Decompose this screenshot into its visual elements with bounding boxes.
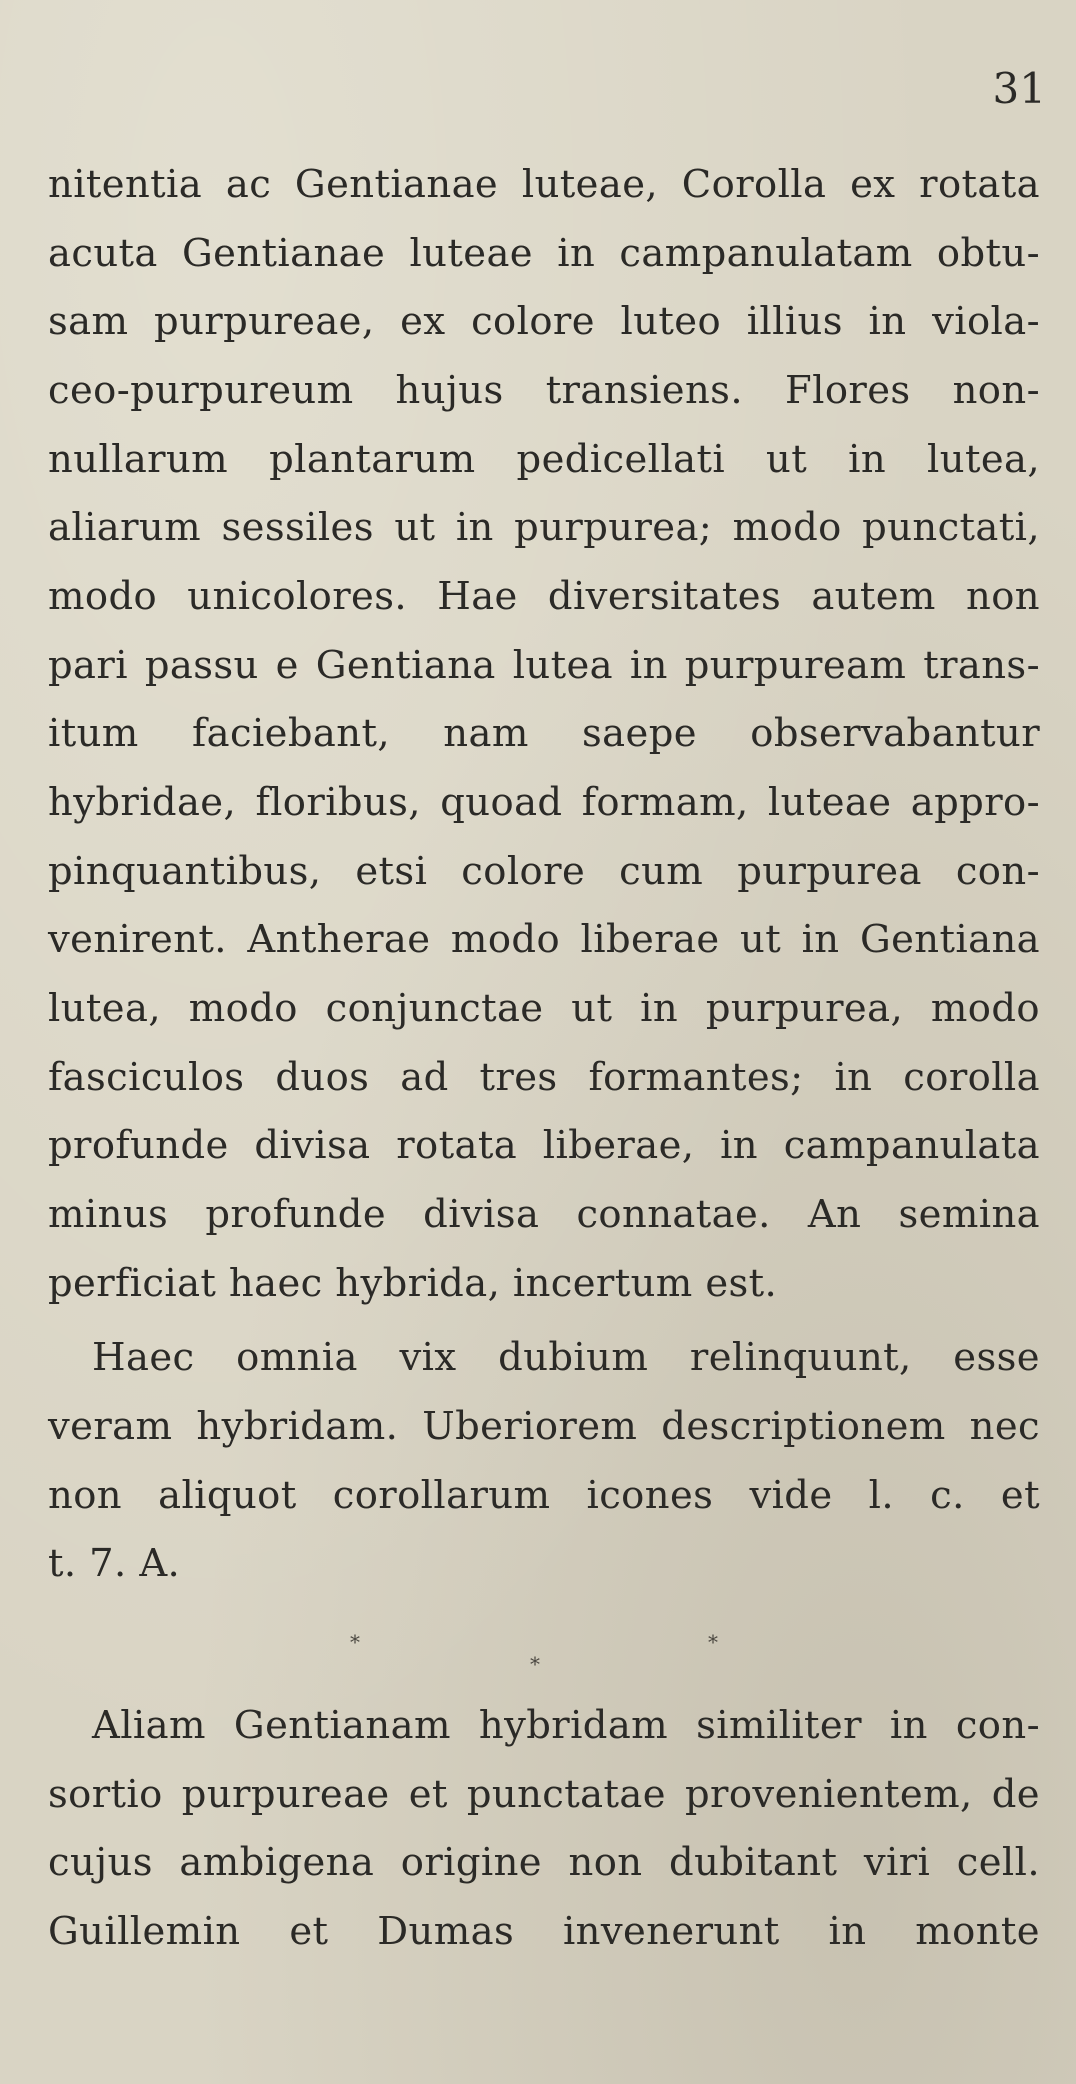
separator-star: * xyxy=(530,1652,540,1676)
text-line: Guillemin et Dumas invenerunt in monte xyxy=(48,1909,1040,1954)
text-line: acuta Gentianae luteae in campanulatam obtu- xyxy=(48,231,1040,276)
text-line: sam purpureae, ex colore luteo illius in viola- xyxy=(48,299,1040,344)
text-line: ceo-purpureum hujus transiens. Flores non- xyxy=(48,368,1040,413)
text-line: minus profunde divisa connatae. An semina xyxy=(48,1192,1040,1237)
separator-star: * xyxy=(708,1630,718,1654)
text-line: pari passu e Gentiana lutea in purpuream trans- xyxy=(48,643,1040,688)
text-line: nitentia ac Gentianae luteae, Corolla ex rotata xyxy=(48,162,1040,207)
text-line: itum faciebant, nam saepe observabantur xyxy=(48,711,1040,756)
text-line: Haec omnia vix dubium relinquunt, esse xyxy=(92,1335,1040,1380)
text-line: fasciculos duos ad tres formantes; in corolla xyxy=(48,1055,1040,1100)
text-line: t. 7. A. xyxy=(48,1541,181,1586)
text-line: pinquantibus, etsi colore cum purpurea con- xyxy=(48,849,1040,894)
text-line: non aliquot corollarum icones vide l. c. et xyxy=(48,1473,1040,1518)
text-line: Aliam Gentianam hybridam similiter in con- xyxy=(92,1703,1040,1748)
text-line: modo unicolores. Hae diversitates autem non xyxy=(48,574,1040,619)
text-line: profunde divisa rotata liberae, in campanulata xyxy=(48,1123,1040,1168)
text-line: aliarum sessiles ut in purpurea; modo punctati, xyxy=(48,505,1040,550)
text-line: cujus ambigena origine non dubitant viri cell. xyxy=(48,1840,1040,1885)
page-number: 31 xyxy=(992,64,1046,113)
text-line: venirent. Antherae modo liberae ut in Gentiana xyxy=(48,917,1040,962)
text-line: veram hybridam. Uberiorem descriptionem nec xyxy=(48,1404,1040,1449)
text-line: sortio purpureae et punctatae provenientem, de xyxy=(48,1772,1040,1817)
separator-star: * xyxy=(350,1630,360,1654)
text-line: lutea, modo conjunctae ut in purpurea, modo xyxy=(48,986,1040,1031)
text-line: hybridae, floribus, quoad formam, luteae appro- xyxy=(48,780,1040,825)
text-line: nullarum plantarum pedicellati ut in lutea, xyxy=(48,437,1040,482)
text-line: perficiat haec hybrida, incertum est. xyxy=(48,1261,778,1306)
